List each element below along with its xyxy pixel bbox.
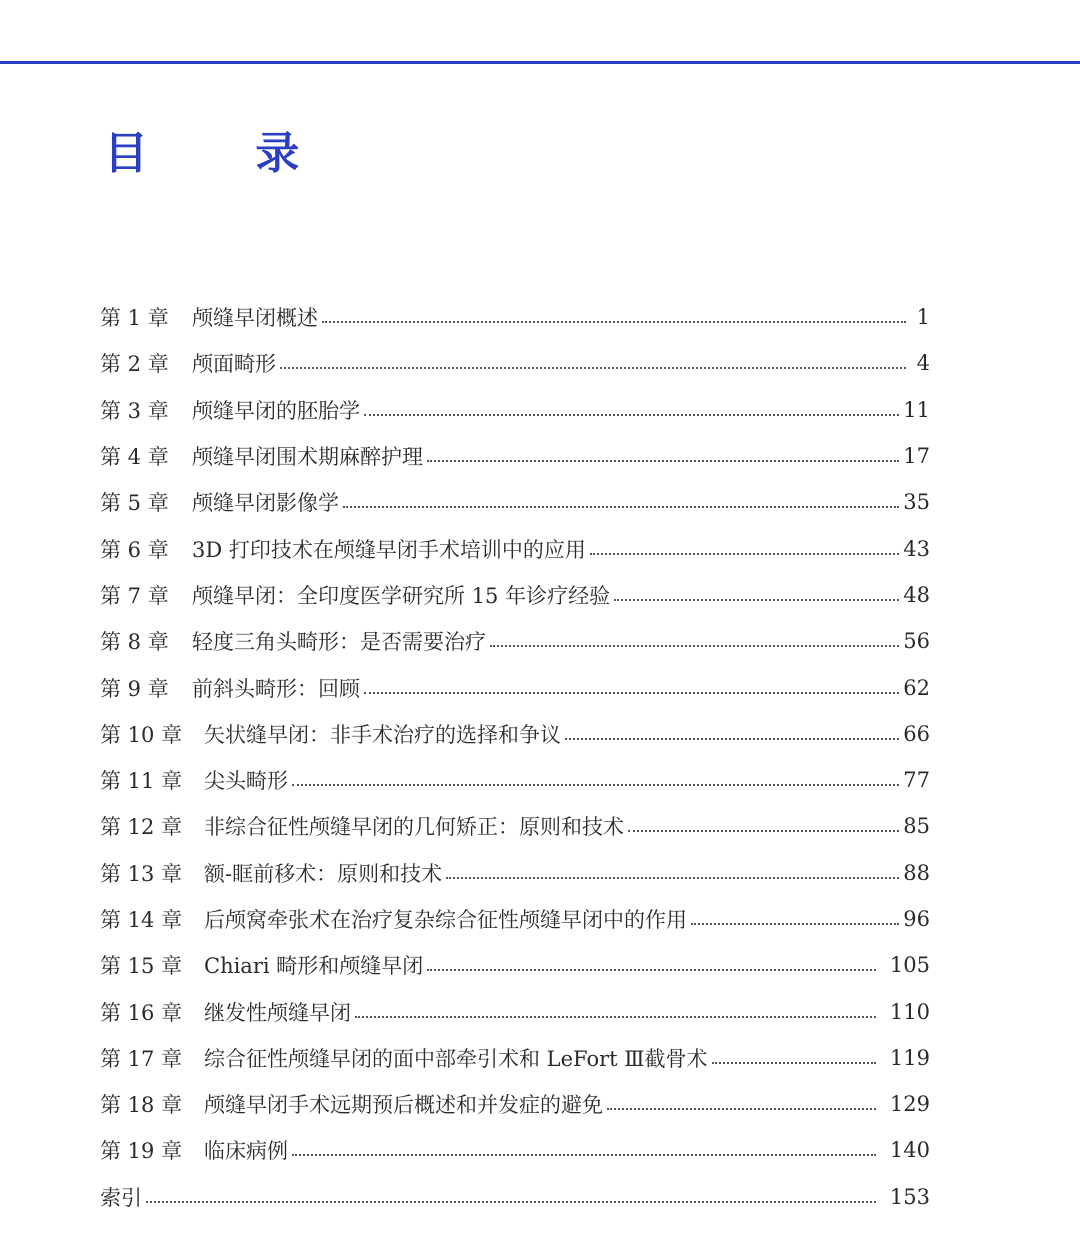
toc-entry[interactable] <box>100 664 930 710</box>
chapter-title: 轻度三角头畸形：是否需要治疗 <box>192 630 486 655</box>
header-rule <box>0 61 1080 64</box>
toc-entry[interactable] <box>100 942 930 988</box>
toc-entry[interactable] <box>100 803 930 849</box>
chapter-number: 第 14 章 <box>100 908 183 932</box>
chapter-number: 第 7 章 <box>100 583 169 608</box>
table-of-contents <box>100 294 930 1220</box>
index-title: 索引 <box>100 1185 142 1210</box>
toc-entry[interactable] <box>100 433 930 479</box>
chapter-title: 尖头畸形 <box>204 769 288 794</box>
page-number: 4 <box>916 351 930 376</box>
page-number: 48 <box>903 582 930 607</box>
page-number: 17 <box>903 444 930 469</box>
chapter-title: 前斜头畸形：回顾 <box>192 676 360 701</box>
dot-leader <box>280 365 906 369</box>
chapter-title: 矢状缝早闭：非手术治疗的选择和争议 <box>204 722 561 747</box>
toc-entry[interactable] <box>100 387 930 433</box>
page-number: 153 <box>889 1184 930 1209</box>
dot-leader <box>355 1014 876 1018</box>
dot-leader <box>614 597 899 601</box>
dot-leader <box>146 1199 876 1203</box>
dot-leader <box>607 1106 876 1110</box>
toc-entry[interactable] <box>100 896 930 942</box>
chapter-number: 第 4 章 <box>100 445 169 470</box>
chapter-number: 第 2 章 <box>100 352 169 377</box>
chapter-title: 颅缝早闭概述 <box>192 306 318 331</box>
page-number: 77 <box>903 768 930 793</box>
dot-leader <box>364 412 899 416</box>
chapter-title: Chiari 畸形和颅缝早闭 <box>204 954 424 979</box>
page-number: 105 <box>889 953 930 978</box>
dot-leader <box>292 782 899 786</box>
dot-leader <box>590 551 899 555</box>
chapter-number: 第 18 章 <box>100 1093 183 1118</box>
page-number: 62 <box>903 675 930 700</box>
toc-entry[interactable] <box>100 618 930 664</box>
chapter-title: 颅缝早闭围术期麻醉护理 <box>192 445 423 470</box>
chapter-number: 第 1 章 <box>100 306 169 331</box>
page-number: 35 <box>903 490 930 515</box>
chapter-title: 综合征性颅缝早闭的面中部牵引术和 LeFort Ⅲ截骨术 <box>204 1046 708 1071</box>
page-title: 目 录 <box>104 128 346 179</box>
toc-entry[interactable] <box>100 850 930 896</box>
toc-entry[interactable] <box>100 294 930 340</box>
chapter-title: 3D 打印技术在颅缝早闭手术培训中的应用 <box>192 537 586 562</box>
page-number: 96 <box>903 907 930 931</box>
page-number: 1 <box>916 305 930 330</box>
chapter-title: 额-眶前移术：原则和技术 <box>204 861 443 886</box>
page-number: 56 <box>903 629 930 654</box>
page-number: 110 <box>889 999 930 1024</box>
chapter-number: 第 11 章 <box>100 769 183 794</box>
chapter-number: 第 17 章 <box>100 1046 183 1071</box>
page-number: 66 <box>903 721 930 746</box>
dot-leader <box>343 504 899 508</box>
chapter-title: 颅缝早闭手术远期预后概述和并发症的避免 <box>204 1093 603 1118</box>
chapter-number: 第 16 章 <box>100 1000 183 1025</box>
page-number: 129 <box>889 1092 930 1117</box>
chapter-number: 第 10 章 <box>100 722 183 747</box>
toc-entry[interactable] <box>100 1081 930 1127</box>
chapter-number: 第 13 章 <box>100 861 183 886</box>
dot-leader <box>565 736 899 740</box>
dot-leader <box>446 875 899 879</box>
dot-leader <box>628 828 899 832</box>
toc-entry[interactable] <box>100 1127 930 1173</box>
chapter-number: 第 5 章 <box>100 491 169 516</box>
dot-leader <box>427 967 876 971</box>
chapter-title: 颅面畸形 <box>192 352 276 377</box>
chapter-number: 第 15 章 <box>100 954 183 979</box>
dot-leader <box>691 921 899 925</box>
page-number: 88 <box>903 860 930 885</box>
chapter-title: 颅缝早闭影像学 <box>192 491 339 516</box>
chapter-number: 第 19 章 <box>100 1139 183 1164</box>
dot-leader <box>490 643 899 647</box>
toc-entry[interactable] <box>100 1035 930 1081</box>
chapter-number: 第 12 章 <box>100 815 183 840</box>
dot-leader <box>364 690 899 694</box>
toc-entry[interactable] <box>100 572 930 618</box>
toc-index-entry[interactable] <box>100 1174 930 1220</box>
chapter-title: 非综合征性颅缝早闭的几何矫正：原则和技术 <box>204 815 624 840</box>
toc-entry[interactable] <box>100 711 930 757</box>
chapter-title: 颅缝早闭：全印度医学研究所 15 年诊疗经验 <box>192 583 611 608</box>
toc-entry[interactable] <box>100 525 930 571</box>
chapter-title: 临床病例 <box>204 1139 288 1164</box>
toc-entry[interactable] <box>100 479 930 525</box>
chapter-number: 第 6 章 <box>100 537 169 562</box>
page-number: 11 <box>903 397 930 422</box>
chapter-title: 颅缝早闭的胚胎学 <box>192 398 360 423</box>
dot-leader <box>322 319 906 323</box>
toc-entry[interactable] <box>100 340 930 386</box>
dot-leader <box>712 1060 876 1064</box>
chapter-number: 第 3 章 <box>100 398 169 423</box>
chapter-title: 后颅窝牵张术在治疗复杂综合征性颅缝早闭中的作用 <box>204 908 687 932</box>
page-number: 140 <box>889 1138 930 1163</box>
toc-entry[interactable] <box>100 988 930 1034</box>
dot-leader <box>292 1152 876 1156</box>
toc-entry[interactable] <box>100 757 930 803</box>
chapter-number: 第 8 章 <box>100 630 169 655</box>
page-number: 119 <box>889 1045 930 1070</box>
dot-leader <box>427 458 899 462</box>
page-number: 43 <box>903 536 930 561</box>
page-number: 85 <box>903 814 930 839</box>
chapter-number: 第 9 章 <box>100 676 169 701</box>
chapter-title: 继发性颅缝早闭 <box>204 1000 351 1025</box>
